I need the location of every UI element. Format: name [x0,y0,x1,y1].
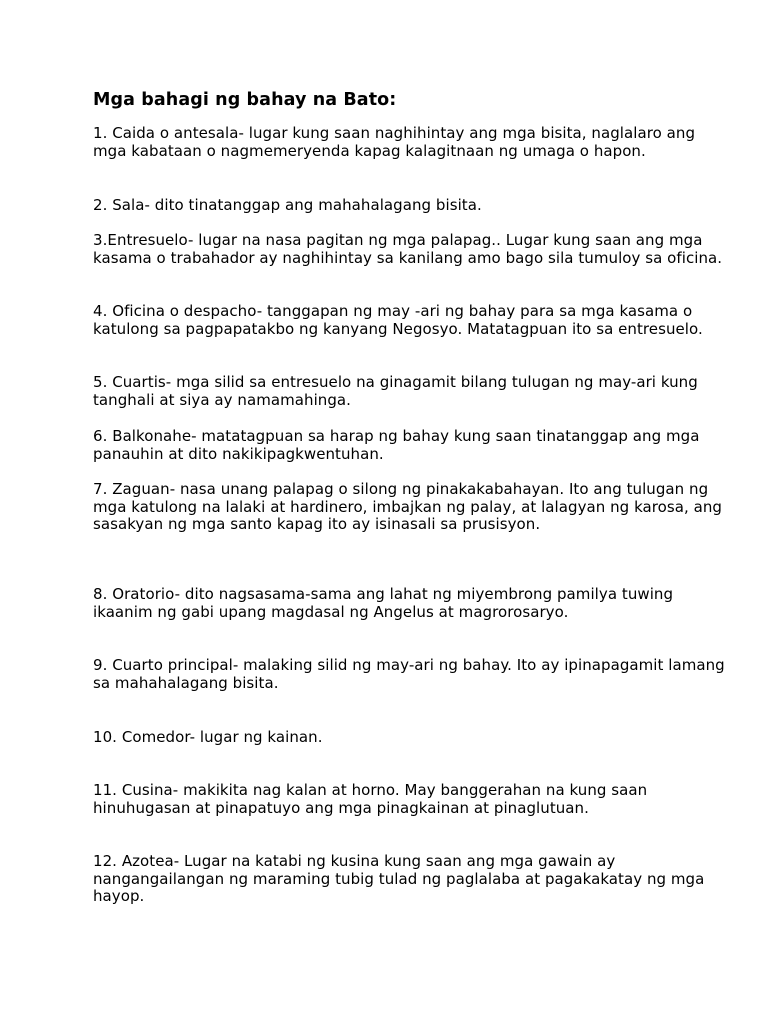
list-item-oficina: 4. Oficina o despacho- tanggapan ng may -ari ng bahay para sa mga kasama o katulong sa pagpapatakbo ng kanyang Negosyo. Matatagpuan ito sa entresuelo. [93,302,703,338]
list-item-entresuelo: 3.Entresuelo- lugar na nasa pagitan ng mga palapag.. Lugar kung saan ang mga kasama o trabahador ay naghihintay sa kanilang amo bago sila tumuloy sa oficina. [93,231,723,267]
list-item-balkonahe: 6. Balkonahe- matatagpuan sa harap ng bahay kung saan tinatanggap ang mga panauhin at dito nakikipagkwentuhan. [93,427,700,463]
document-title: Mga bahagi ng bahay na Bato: [93,90,397,110]
list-item-azotea: 12. Azotea- Lugar na katabi ng kusina kung saan ang mga gawain ay nangangailangan ng maraming tubig tulad ng paglalaba at pagakakatay ng mga hayop. [93,852,705,906]
list-item-caida: 1. Caida o antesala- lugar kung saan naghihintay ang mga bisita, naglalaro ang mga kabataan o nagmemeryenda kapag kalagitnaan ng umaga o hapon. [93,124,696,160]
list-item-zaguan: 7. Zaguan- nasa unang palapag o silong ng pinakakabahayan. Ito ang tulugan ng mga katulong na lalaki at hardinero, imbajkan ng palay, at lalagyan ng karosa, ang sasakyan ng mga santo kapag ito ay isinasali sa prusisyon. [93,480,723,534]
list-item-comedor: 10. Comedor- lugar ng kainan. [93,728,323,746]
list-item-cuarto-principal: 9. Cuarto principal- malaking silid ng may-ari ng bahay. Ito ay ipinapagamit lamang sa mahahalagang bisita. [93,656,725,692]
list-item-sala: 2. Sala- dito tinatanggap ang mahahalagang bisita. [93,196,482,214]
list-item-oratorio: 8. Oratorio- dito nagsasama-sama ang lahat ng miyembrong pamilya tuwing ikaanim ng gabi upang magdasal ng Angelus at magrorosaryo. [93,585,674,621]
list-item-cusina: 11. Cusina- makikita nag kalan at horno. May banggerahan na kung saan hinuhugasan at pinapatuyo ang mga pinagkainan at pinaglutuan. [93,781,648,817]
list-item-cuartis: 5. Cuartis- mga silid sa entresuelo na ginagamit bilang tulugan ng may-ari kung tanghali at siya ay namamahinga. [93,373,698,409]
